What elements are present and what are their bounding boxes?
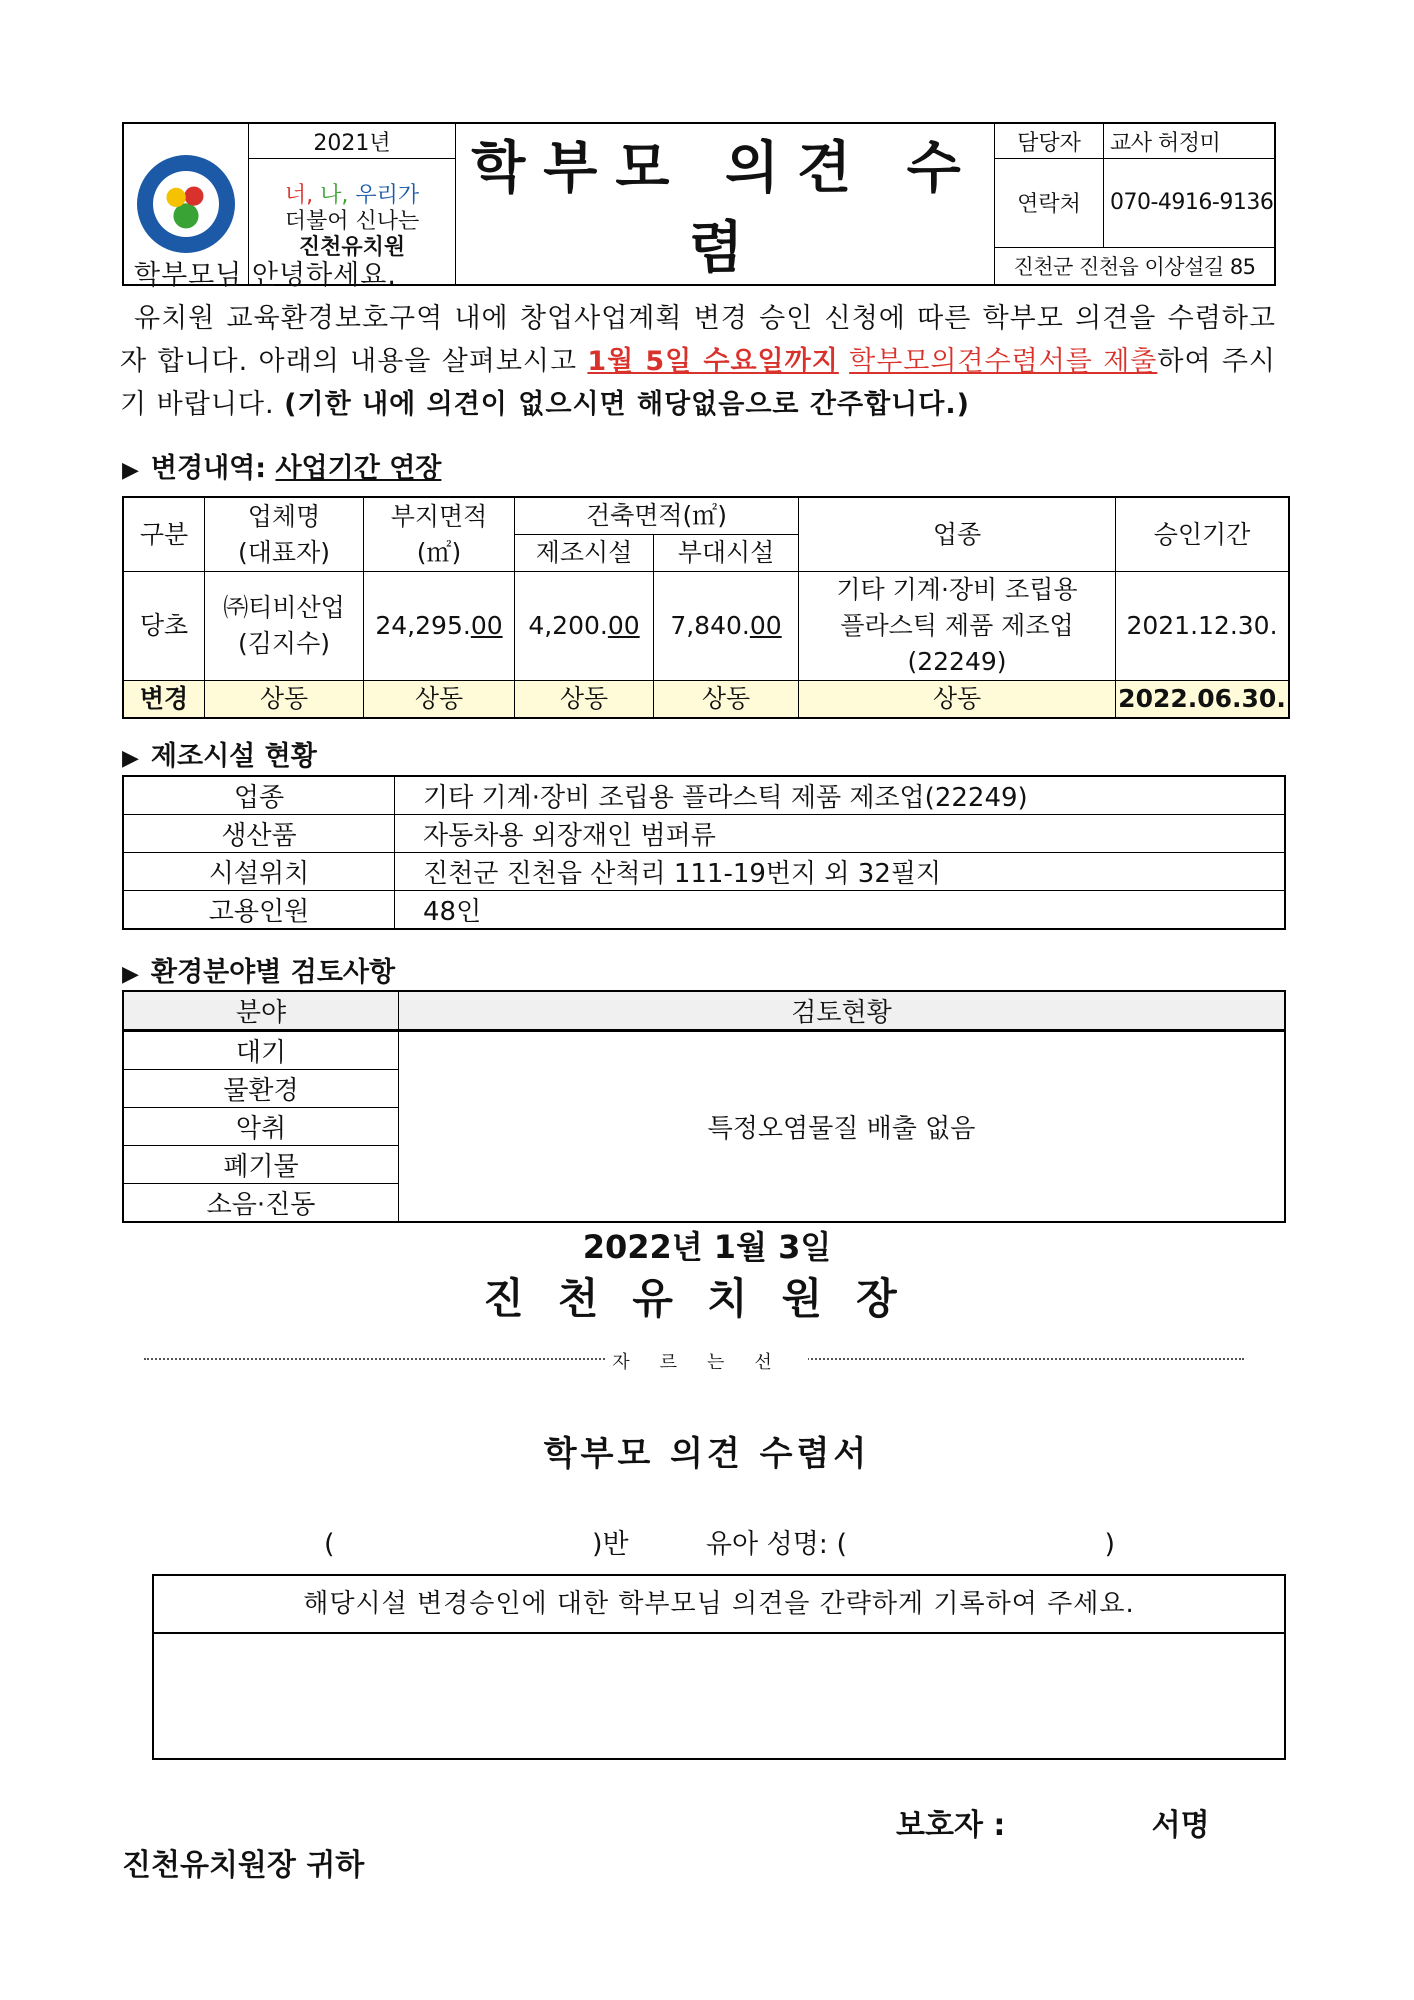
col-company-2: (대표자) xyxy=(238,537,330,567)
col-mfg: 제조시설 xyxy=(515,535,654,572)
school-address: 진천군 진천읍 이상설길 85 xyxy=(995,247,1276,285)
submit-text: 학부모의견수렴서를 제출 xyxy=(849,346,1158,377)
original-mfg-int: 4,200. xyxy=(528,611,608,640)
notice-text: (기한 내에 의견이 없으시면 해당없음으로 간주합니다.) xyxy=(284,389,970,420)
env-field: 폐기물 xyxy=(123,1146,399,1184)
original-industry-1: 기타 기계·장비 조립용 xyxy=(836,575,1078,604)
env-section-heading xyxy=(122,950,395,989)
col-company xyxy=(205,497,364,572)
original-company-1: ㈜티비산업 xyxy=(223,593,345,622)
env-col-status: 검토현황 xyxy=(399,991,1286,1031)
slogan-word-1: 너, xyxy=(284,182,314,208)
signatory: 진천유치원장 xyxy=(483,1274,931,1323)
env-table xyxy=(122,990,1286,1223)
original-aux-int: 7,840. xyxy=(670,611,750,640)
facility-heading: 제조시설 현황 xyxy=(150,741,317,772)
col-site-2: (㎡) xyxy=(416,537,462,567)
contact-person-label: 담당자 xyxy=(995,123,1104,159)
form-title: 학부모 의견 수렴서 xyxy=(543,1434,871,1474)
col-aux: 부대시설 xyxy=(654,535,799,572)
facility-label: 업종 xyxy=(123,776,395,815)
intro-paragraph xyxy=(120,297,1276,426)
col-site-1: 부지면적 xyxy=(390,501,488,531)
document-date: 2022년 1월 3일 xyxy=(582,1228,832,1266)
facility-section-heading xyxy=(122,734,317,773)
change-heading-label: 변경내역: xyxy=(150,453,267,484)
changed-company: 상동 xyxy=(205,681,364,719)
row-changed xyxy=(123,681,1289,719)
original-industry-2: 플라스틱 제품 제조업 xyxy=(840,611,1074,640)
change-table xyxy=(122,496,1290,719)
col-period: 승인기간 xyxy=(1116,497,1290,572)
changed-site: 상동 xyxy=(364,681,515,719)
contact-person: 교사 허정미 xyxy=(1104,123,1276,159)
table-row xyxy=(123,853,1285,891)
change-section-heading xyxy=(122,446,441,485)
changed-industry: 상동 xyxy=(799,681,1116,719)
original-industry-3: (22249) xyxy=(907,647,1007,676)
col-building: 건축면적(㎡) xyxy=(515,497,799,535)
facility-label: 생산품 xyxy=(123,815,395,853)
env-status: 특정오염물질 배출 없음 xyxy=(399,1031,1286,1223)
original-mfg-dec: 00 xyxy=(607,611,640,640)
changed-period: 2022.06.30. xyxy=(1116,681,1290,719)
changed-mfg: 상동 xyxy=(515,681,654,719)
slogan-word-2: 나, xyxy=(320,182,349,208)
original-company-2: (김지수) xyxy=(238,629,330,658)
col-company-1: 업체명 xyxy=(247,501,321,531)
triangle-bullet-icon: ▶ xyxy=(122,746,139,771)
opinion-box xyxy=(152,1574,1286,1760)
addressee: 진천유치원장 귀하 xyxy=(122,1848,365,1883)
deadline-text: 1월 5일 수요일까지 xyxy=(587,346,839,377)
triangle-bullet-icon: ▶ xyxy=(122,458,139,483)
cut-line-label xyxy=(0,1348,1414,1374)
triangle-bullet-icon: ▶ xyxy=(122,962,139,987)
col-industry: 업종 xyxy=(799,497,1116,572)
env-field: 악취 xyxy=(123,1108,399,1146)
env-heading: 환경분야별 검토사항 xyxy=(150,957,396,988)
original-industry xyxy=(799,572,1116,681)
greeting: 학부모님 안녕하세요. xyxy=(134,260,397,291)
school-year: 2021년 xyxy=(249,123,456,159)
original-aux-dec: 00 xyxy=(749,611,782,640)
original-type: 당초 xyxy=(123,572,205,681)
original-company xyxy=(205,572,364,681)
env-field: 물환경 xyxy=(123,1070,399,1108)
original-period: 2021.12.30. xyxy=(1116,572,1290,681)
facility-label: 시설위치 xyxy=(123,853,395,891)
slogan-word-3: 우리가 xyxy=(355,182,420,208)
original-aux xyxy=(654,572,799,681)
contact-phone-label: 연락처 xyxy=(995,159,1104,248)
page-title: 학부모 의견 수렴 xyxy=(456,123,995,285)
facility-table xyxy=(122,775,1286,930)
intro-text xyxy=(120,254,1276,426)
kindergarten-logo-icon xyxy=(137,155,235,253)
slogan-line-2: 더불어 신나는 xyxy=(284,208,420,234)
env-field: 대기 xyxy=(123,1031,399,1070)
cut-line-text: 자르는선 xyxy=(606,1352,808,1373)
table-row xyxy=(123,891,1285,930)
opinion-box-header: 해당시설 변경승인에 대한 학부모님 의견을 간략하게 기록하여 주세요. xyxy=(154,1576,1284,1634)
col-type: 구분 xyxy=(123,497,205,572)
original-mfg xyxy=(515,572,654,681)
facility-value: 기타 기계·장비 조립용 플라스틱 제품 제조업(22249) xyxy=(395,776,1286,815)
facility-value: 자동차용 외장재인 범퍼류 xyxy=(395,815,1286,853)
school-name: 진천유치원 xyxy=(298,234,406,260)
class-and-name-line[interactable]: ( )반 유아 성명: ( ) xyxy=(324,1529,1116,1560)
env-col-field: 분야 xyxy=(123,991,399,1031)
changed-aux: 상동 xyxy=(654,681,799,719)
row-original xyxy=(123,572,1289,681)
table-row xyxy=(123,776,1285,815)
env-field: 소음·진동 xyxy=(123,1184,399,1223)
original-site xyxy=(364,572,515,681)
original-site-int: 24,295. xyxy=(375,611,471,640)
opinion-input-area[interactable] xyxy=(154,1634,1284,1760)
intro-body-a: 유치원 교육환경보호구역 내에 창업사업계획 변경 승인 신청에 따른 학부모 의견을 수렴하고자 합니다. 아래의 내용을 살펴보시고 xyxy=(120,303,1276,377)
change-heading-value: 사업기간 연장 xyxy=(275,453,442,484)
contact-phone: 070-4916-9136 xyxy=(1104,159,1276,248)
facility-value: 진천군 진천읍 산척리 111-19번지 외 32필지 xyxy=(395,853,1286,891)
guardian-signature-line[interactable]: 보호자 : 서명 xyxy=(896,1808,1210,1843)
facility-label: 고용인원 xyxy=(123,891,395,930)
col-site xyxy=(364,497,515,572)
changed-type: 변경 xyxy=(123,681,205,719)
intro-body-b: 하여 주시기 바랍니다. xyxy=(120,346,1277,420)
facility-value: 48인 xyxy=(395,891,1286,930)
table-row xyxy=(123,815,1285,853)
original-site-dec: 00 xyxy=(470,611,503,640)
